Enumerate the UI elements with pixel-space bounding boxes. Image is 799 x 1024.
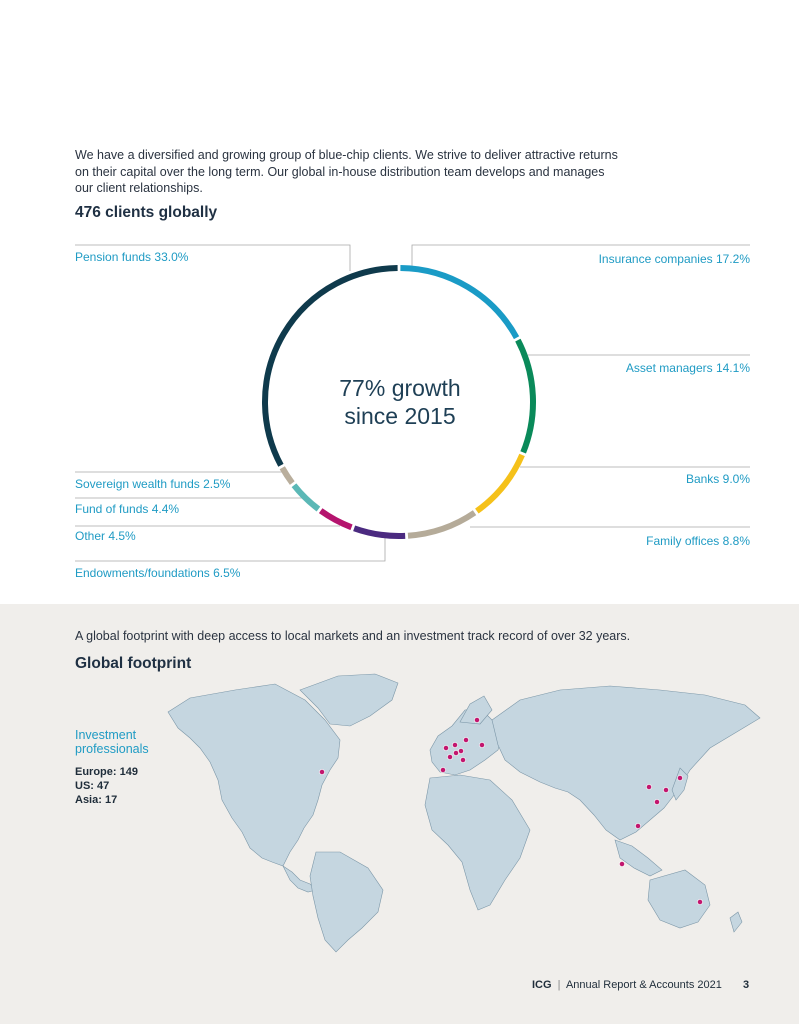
pin-new-york: [319, 769, 324, 774]
map-new-zealand: [730, 912, 742, 932]
pin-shanghai: [654, 799, 659, 804]
growth-line-2: since 2015: [344, 403, 456, 429]
page-number: 3: [743, 979, 750, 991]
pin-milan: [460, 757, 465, 762]
footer-separator: |: [557, 979, 561, 991]
map-australia: [648, 870, 710, 928]
map-asia: [492, 686, 760, 840]
map-africa: [425, 775, 530, 910]
pin-copenhagen: [463, 737, 468, 742]
pin-luxembourg: [453, 750, 458, 755]
page-footer: [532, 979, 722, 991]
label-pension-funds: Pension funds 33.0%: [75, 250, 189, 264]
label-other: Other 4.5%: [75, 529, 136, 543]
pin-frankfurt: [458, 748, 463, 753]
stat-europe: Europe: 149: [75, 766, 138, 778]
footer-brand: ICG: [532, 979, 552, 991]
label-family-offices: Family offices 8.8%: [646, 534, 750, 548]
pin-stockholm: [474, 717, 479, 722]
pin-madrid: [440, 767, 445, 772]
label-asset-managers: Asset managers 14.1%: [625, 361, 750, 375]
investment-professionals-title: Investment professionals: [75, 728, 149, 756]
pin-london: [443, 745, 448, 750]
label-banks: Banks 9.0%: [685, 472, 750, 486]
map-north-america: [168, 684, 340, 866]
footer-report-title: Annual Report & Accounts 2021: [565, 979, 722, 991]
pin-singapore: [619, 861, 624, 866]
footprint-intro: A global footprint with deep access to local markets and an investment track record of over 32 years.: [75, 629, 631, 643]
label-sovereign-wealth-funds: Sovereign wealth funds 2.5%: [75, 477, 231, 491]
stat-us: US: 47: [75, 780, 110, 792]
pin-amsterdam: [452, 742, 457, 747]
pin-warsaw: [479, 742, 484, 747]
map-south-america: [310, 852, 383, 952]
stat-asia: Asia: 17: [75, 794, 118, 806]
label-insurance-companies: Insurance companies 17.2%: [598, 252, 750, 266]
label-endowments: Endowments/foundations 6.5%: [75, 566, 241, 580]
label-fund-of-funds: Fund of funds 4.4%: [75, 502, 180, 516]
map-southeast-asia: [615, 840, 662, 876]
pin-tokyo: [677, 775, 682, 780]
footprint-heading: Global footprint: [75, 655, 192, 672]
pin-hong-kong: [635, 823, 640, 828]
pin-sydney: [697, 899, 702, 904]
clients-intro: We have a diversified and growing group of blue-chip clients. We strive to deliver attractive returns on their capital over the long term. Our global in-house distribution team develops and manages our client relationships.: [75, 148, 618, 195]
clients-heading: 476 clients globally: [75, 204, 218, 221]
growth-line-1: 77% growth: [339, 375, 461, 401]
pin-paris: [447, 754, 452, 759]
pin-beijing: [646, 784, 651, 789]
pin-seoul: [663, 787, 668, 792]
